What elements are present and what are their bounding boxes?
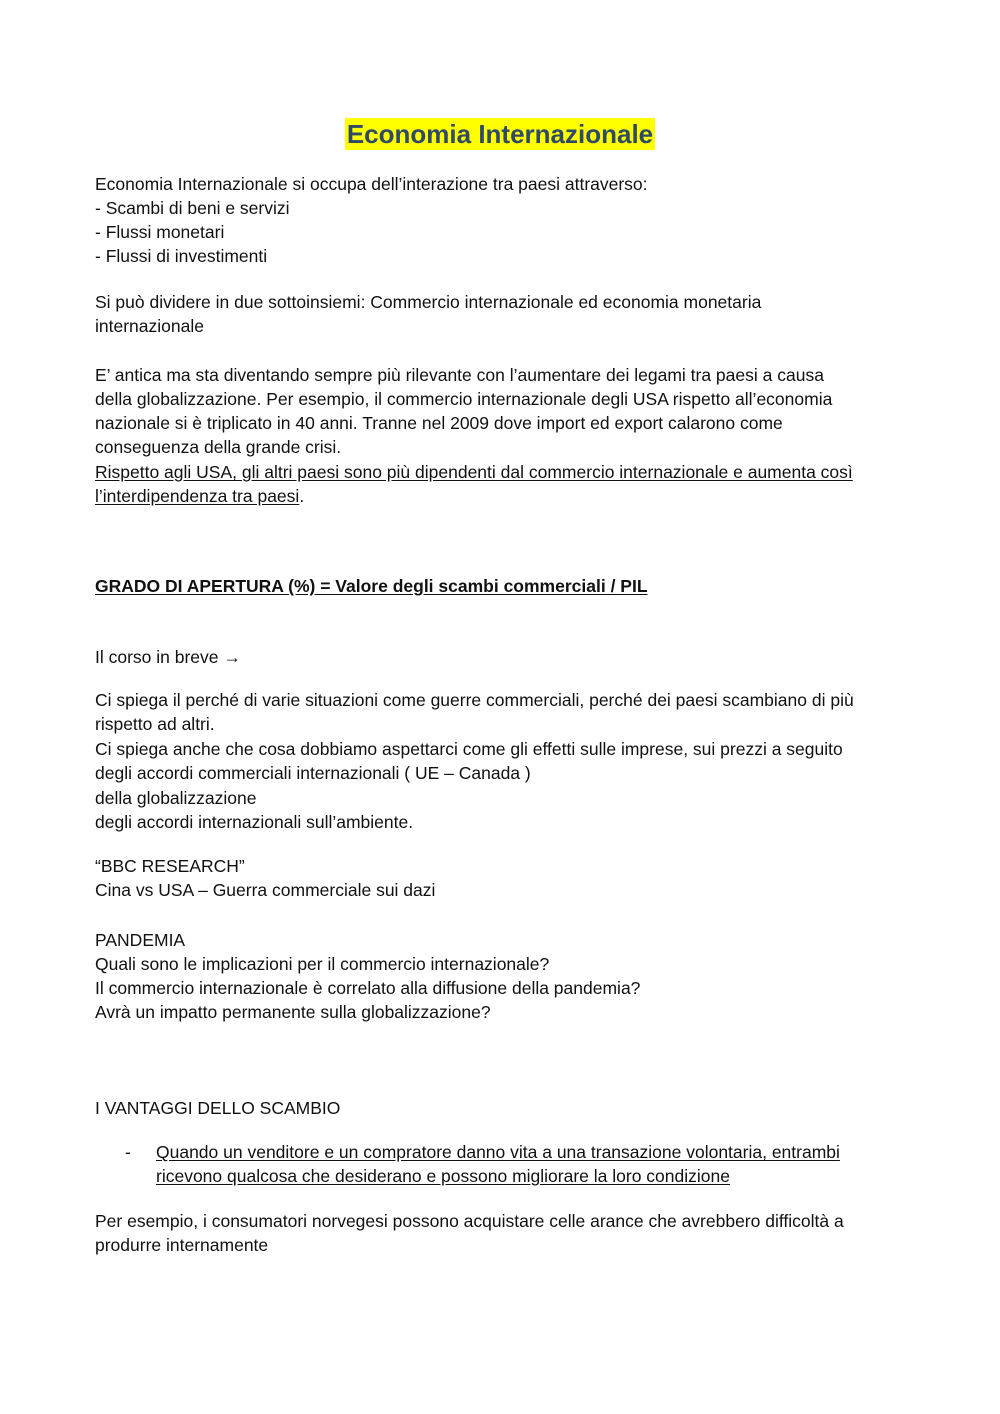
division-line-2: internazionale	[95, 316, 204, 336]
intro-item-money: - Flussi monetari	[95, 222, 225, 242]
title-container	[95, 118, 905, 150]
period: .	[299, 486, 305, 506]
pandemic-question-1: Quali sono le implicazioni per il commercio internazionale?	[95, 954, 550, 974]
intro-item-goods: - Scambi di beni e servizi	[95, 198, 290, 218]
history-line-4: conseguenza della grande crisi.	[95, 437, 342, 457]
course-line-3: Ci spiega anche che cosa dobbiamo aspettarci come gli effetti sulle imprese, sui prezzi a seguito	[95, 739, 843, 759]
openness-formula: GRADO DI APERTURA (%) = Valore degli scambi commerciali / PIL	[95, 576, 648, 596]
document-title: Economia Internazionale	[346, 119, 654, 149]
course-heading-text: Il corso in breve	[95, 647, 219, 667]
bbc-line-2: Cina vs USA – Guerra commerciale sui dazi	[95, 880, 436, 900]
advantages-bullet-line-2: ricevono qualcosa che desiderano e possono migliorare la loro condizione	[156, 1166, 730, 1186]
division-line-1: Si può dividere in due sottoinsiemi: Commercio internazionale ed economia monetaria	[95, 292, 762, 312]
bullet-dash: -	[125, 1142, 131, 1162]
pandemic-heading: PANDEMIA	[95, 930, 186, 950]
course-line-1: Ci spiega il perché di varie situazioni come guerre commerciali, perché dei paesi scambiano di più	[95, 690, 854, 710]
history-line-3: nazionale si è triplicato in 40 anni. Tranne nel 2009 dove import ed export calarono come	[95, 413, 783, 433]
bbc-line-1: “BBC RESEARCH”	[95, 856, 245, 876]
course-heading	[95, 645, 241, 669]
history-line-2: della globalizzazione. Per esempio, il commercio internazionale degli USA rispetto all’economia	[95, 389, 833, 409]
course-line-5: della globalizzazione	[95, 788, 257, 808]
course-line-4: degli accordi commerciali internazionali ( UE – Canada )	[95, 763, 531, 783]
course-line-2: rispetto ad altri.	[95, 714, 215, 734]
course-line-6: degli accordi internazionali sull’ambiente.	[95, 812, 414, 832]
example-line-2: produrre internamente	[95, 1235, 269, 1255]
history-underlined-line-1: Rispetto agli USA, gli altri paesi sono più dipendenti dal commercio internazionale e aumenta così	[95, 462, 853, 482]
intro-item-investment: - Flussi di investimenti	[95, 246, 268, 266]
pandemic-question-2: Il commercio internazionale è correlato alla diffusione della pandemia?	[95, 978, 641, 998]
arrow-right-icon: →	[223, 647, 241, 667]
interdependence-text: l’interdipendenza tra paesi	[95, 486, 300, 506]
history-line-1: E’ antica ma sta diventando sempre più rilevante con l’aumentare dei legami tra paesi a causa	[95, 365, 824, 385]
advantages-bullet-line-1: Quando un venditore e un compratore danno vita a una transazione volontaria, entrambi	[156, 1142, 840, 1162]
example-line-1: Per esempio, i consumatori norvegesi possono acquistare celle arance che avrebbero difficoltà a	[95, 1211, 844, 1231]
intro-line: Economia Internazionale si occupa dell’interazione tra paesi attraverso:	[95, 174, 648, 194]
history-underlined-line-2	[95, 484, 304, 508]
pandemic-question-3: Avrà un impatto permanente sulla globalizzazione?	[95, 1002, 491, 1022]
advantages-heading: I VANTAGGI DELLO SCAMBIO	[95, 1098, 341, 1118]
